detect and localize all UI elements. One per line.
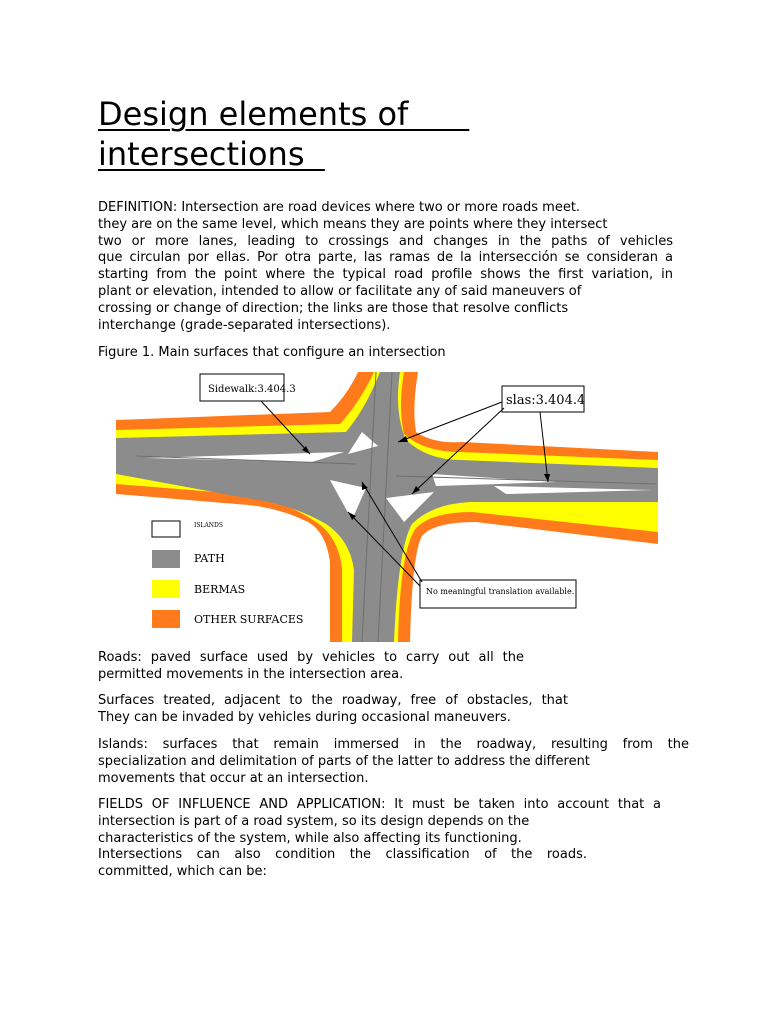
definition-line: they are on the same level, which means they are points where they intersect (98, 216, 608, 232)
roads-line: Roads: paved surface used by vehicles to carry out all the (98, 650, 524, 665)
roads-line: permitted movements in the intersection area. (98, 666, 404, 682)
surfaces-paragraph (98, 693, 568, 727)
definition-line: two or more lanes, leading to crossings and changes in the paths of vehicles (98, 233, 673, 249)
legend-item-other-surfaces (152, 610, 303, 628)
figure-caption: Figure 1. Main surfaces that configure an intersection (98, 345, 446, 360)
legend-label: PATH (194, 552, 225, 565)
fields-line: committed, which can be: (98, 864, 267, 880)
definition-line: starting from the point where the typical road profile shows the first variation, in (98, 267, 673, 283)
fields-line: FIELDS OF INFLUENCE AND APPLICATION: It must be taken into account that a (98, 797, 661, 812)
fields-line: intersection is part of a road system, so its design depends on the (98, 813, 530, 829)
title-line-1: Design elements of (98, 95, 470, 133)
legend-item-islands (152, 521, 223, 537)
legend (152, 521, 303, 628)
definition-line: interchange (grade-separated intersections). (98, 317, 391, 333)
legend-label: BERMAS (194, 583, 246, 596)
definition-line: que circulan por ellas. Por otra parte, las ramas de la intersección se consideran a (98, 250, 673, 266)
legend-item-path (152, 550, 225, 568)
intersection-diagram (116, 372, 662, 642)
surfaces-line: Surfaces treated, adjacent to the roadway, free of obstacles, that (98, 693, 568, 708)
definition-line: crossing or change of direction; the links are those that resolve conflicts (98, 300, 569, 316)
roads-paragraph (98, 650, 524, 684)
legend-item-bermas (152, 580, 245, 598)
islands-line: Islands: surfaces that remain immersed in the roadway, resulting from the (98, 737, 689, 752)
islands-paragraph (98, 737, 689, 787)
islands-line: movements that occur at an intersection. (98, 770, 369, 786)
definition-paragraph (98, 200, 673, 334)
legend-label: OTHER SURFACES (194, 613, 304, 626)
fields-line: characteristics of the system, while also affecting its functioning. (98, 830, 522, 846)
note-callout-text: No meaningful translation available. (426, 587, 575, 596)
surfaces-line: They can be invaded by vehicles during occasional maneuvers. (98, 709, 511, 725)
islands-line: specialization and delimitation of parts of the latter to address the different (98, 753, 590, 769)
fields-paragraph (98, 797, 661, 881)
fields-line: Intersections can also condition the classification of the roads. (98, 847, 587, 863)
legend-label: ISLANDS (194, 522, 223, 529)
sidewalk-callout-text: Sidewalk:3.404.3 (208, 384, 296, 395)
islas-callout-text: slas:3.404.4 (506, 393, 586, 408)
definition-line: plant or elevation, intended to allow or facilitate any of said maneuvers of (98, 283, 582, 299)
document-title (98, 94, 469, 174)
title-line-2: intersections (98, 135, 325, 173)
definition-line: DEFINITION: Intersection are road devices where two or more roads meet. (98, 200, 581, 215)
intersection-figure (116, 372, 662, 642)
